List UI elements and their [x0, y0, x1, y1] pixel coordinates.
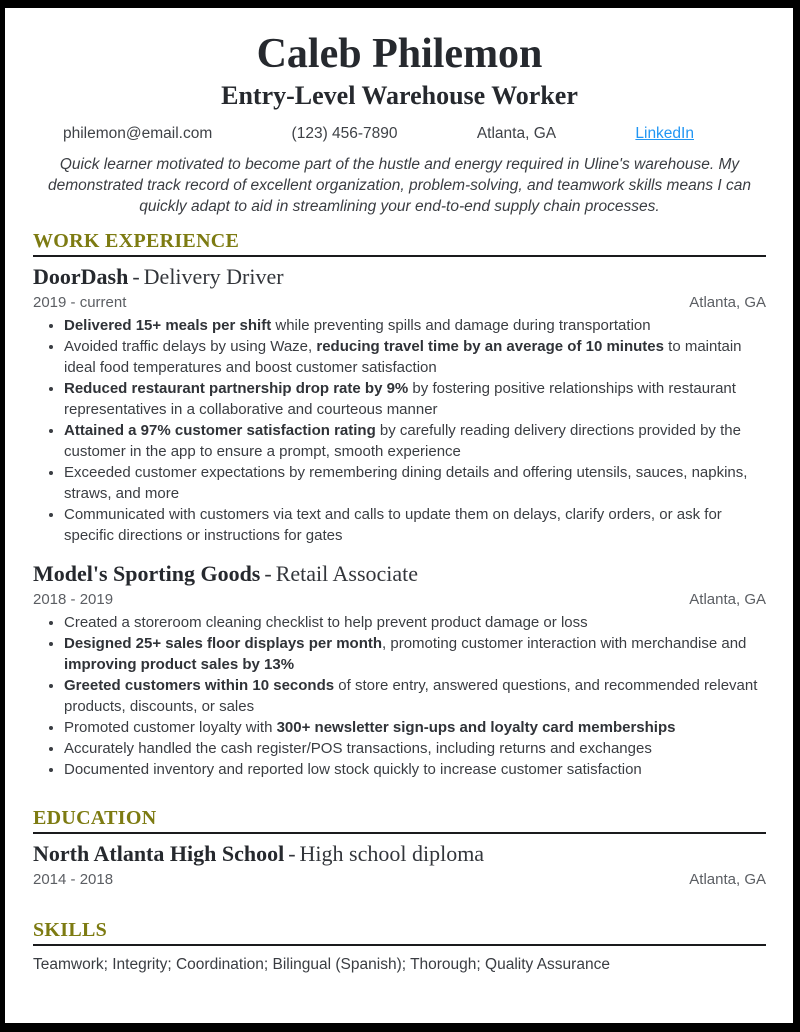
job-bullet-list: [33, 612, 766, 780]
bullet-item: • Documented inventory and reported low stock quickly to increase customer satisfaction: [64, 759, 766, 780]
company-name: Model's Sporting Goods: [33, 561, 261, 586]
job-role: Delivery Driver: [143, 264, 284, 289]
school-title-line: [33, 840, 766, 868]
section-heading-work-experience: WORK EXPERIENCE: [33, 229, 766, 257]
education-dates: 2014 - 2018: [33, 871, 114, 888]
job-bullet-list: [33, 315, 766, 546]
degree-name: High school diploma: [299, 841, 485, 866]
bullet-item: • Promoted customer loyalty with 300+ newsletter sign-ups and loyalty card memberships: [64, 717, 766, 738]
school-name: North Atlanta High School: [33, 841, 285, 866]
bullet-item: • Created a storeroom cleaning checklist to help prevent product damage or loss: [64, 612, 766, 633]
education-meta-row: [33, 870, 766, 890]
bullet-item: • Reduced restaurant partnership drop rate by 9% by fostering positive relationships with restaurant representatives in a collaborative and courteous manner: [64, 378, 766, 420]
bullet-item: • Delivered 15+ meals per shift while preventing spills and damage during transportation: [64, 315, 766, 336]
bullet-item: • Communicated with customers via text and calls to update them on delays, clarify orders, or ask for specific directions or instructions for gates: [64, 504, 766, 546]
linkedin-link[interactable]: LinkedIn: [635, 125, 694, 142]
contact-email: philemon@email.com: [63, 125, 213, 142]
candidate-job-title: Entry-Level Warehouse Worker: [221, 81, 578, 110]
bullet-item: • Avoided traffic delays by using Waze, reducing travel time by an average of 10 minutes to maintain ideal food temperatures and boost customer satisfaction: [64, 336, 766, 378]
bullet-item: • Attained a 97% customer satisfaction rating by carefully reading delivery directions provided by the customer in the app to ensure a prompt, smooth experience: [64, 420, 766, 462]
bullet-item: • Accurately handled the cash register/POS transactions, including returns and exchanges: [64, 738, 766, 759]
separator: -: [264, 561, 272, 586]
contact-phone: (123) 456-7890: [291, 125, 398, 142]
bullet-item: • Designed 25+ sales floor displays per month, promoting customer interaction with merchandise and improving product sales by 13%: [64, 633, 766, 675]
company-name: DoorDash: [33, 264, 129, 289]
job-location: Atlanta, GA: [689, 591, 766, 608]
separator: -: [132, 264, 140, 289]
resume-page: [5, 8, 793, 1023]
skills-list-text: Teamwork; Integrity; Coordination; Bilingual (Spanish); Thorough; Quality Assurance: [33, 956, 610, 973]
career-summary: Quick learner motivated to become part of the hustle and energy required in Uline's warehouse. My demonstrated track record of excellent organization, problem-solving, and teamwork skills means I can quickly adapt to aid in streamlining your end-to-end supply chain processes.: [48, 156, 751, 215]
bullet-item: • Greeted customers within 10 seconds of store entry, answered questions, and recommended relevant products, discounts, or sales: [64, 675, 766, 717]
separator: -: [288, 841, 296, 866]
job-role: Retail Associate: [275, 561, 419, 586]
job-location: Atlanta, GA: [689, 294, 766, 311]
contact-location: Atlanta, GA: [476, 125, 557, 142]
job-entry-doordash: [33, 263, 766, 546]
education-location: Atlanta, GA: [689, 871, 766, 888]
contact-row: [63, 123, 694, 144]
job-dates: 2019 - current: [33, 294, 127, 311]
job-meta-row: [33, 590, 766, 610]
section-heading-skills: SKILLS: [33, 918, 766, 946]
section-heading-education: EDUCATION: [33, 806, 766, 834]
job-title-line: [33, 560, 766, 588]
job-entry-models-sporting-goods: [33, 560, 766, 780]
bullet-item: • Exceeded customer expectations by remembering dining details and offering utensils, sauces, napkins, straws, and more: [64, 462, 766, 504]
job-dates: 2018 - 2019: [33, 591, 114, 608]
job-meta-row: [33, 293, 766, 313]
candidate-name: Caleb Philemon: [256, 31, 543, 77]
job-title-line: [33, 263, 766, 291]
education-entry: [33, 840, 766, 890]
